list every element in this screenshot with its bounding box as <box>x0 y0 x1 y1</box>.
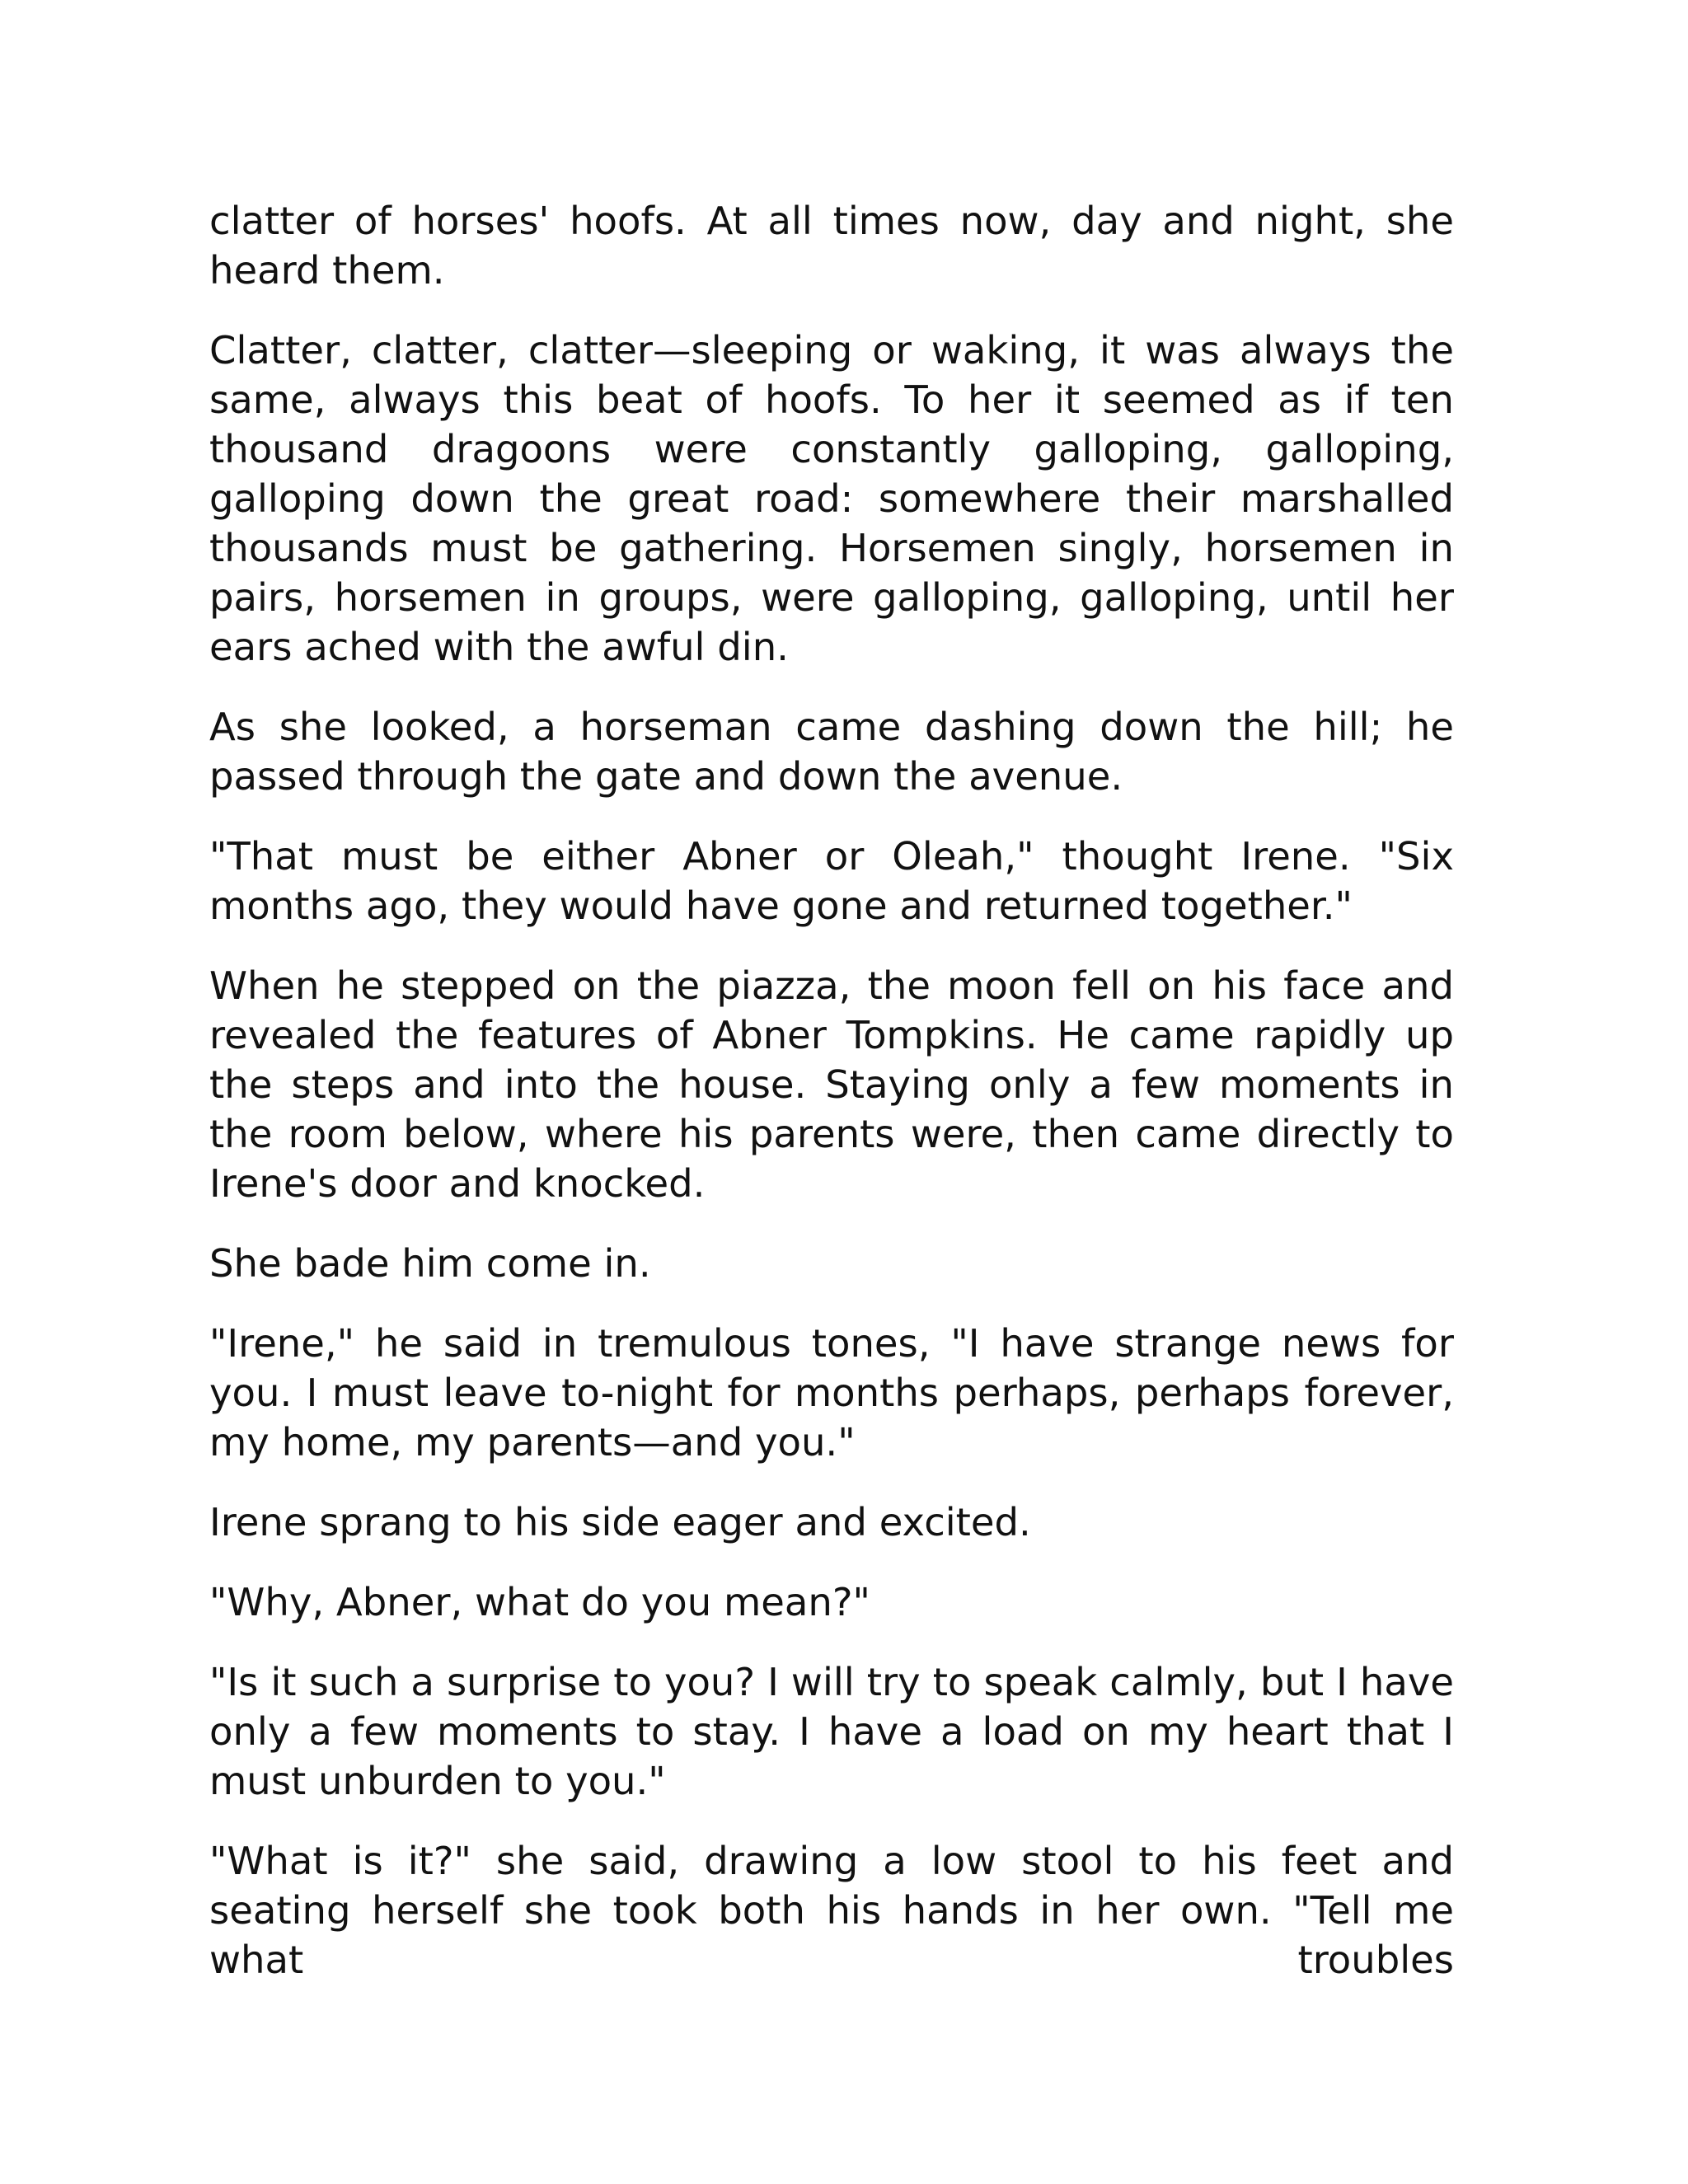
paragraph-3: As she looked, a horseman came dashing down the hill; he passed through the gate and down the avenue. <box>209 705 1454 799</box>
paragraph-8: Irene sprang to his side eager and excited. <box>209 1500 1031 1544</box>
document-page <box>209 196 1454 2015</box>
paragraph-2: Clatter, clatter, clatter—sleeping or waking, it was always the same, always this beat of hoofs. To her it seemed as if ten thousand dragoons were constantly galloping, galloping, galloping down the great road: somewhere their marshalled thousands must be gathering. Horsemen singly, horsemen in pairs, horsemen in groups, were galloping, galloping, until her ears ached with the awful din. <box>209 328 1454 669</box>
paragraph-9: "Why, Abner, what do you mean?" <box>209 1580 870 1624</box>
paragraph-5: When he stepped on the piazza, the moon fell on his face and revealed the features of Abner Tompkins. He came rapidly up the steps and into the house. Staying only a few moments in the room below, where his parents were, then came directly to Irene's door and knocked. <box>209 963 1454 1206</box>
paragraph-4: "That must be either Abner or Oleah," thought Irene. "Six months ago, they would have gone and returned together." <box>209 834 1454 928</box>
paragraph-6: She bade him come in. <box>209 1241 651 1286</box>
paragraph-10: "Is it such a surprise to you? I will try to speak calmly, but I have only a few moments to stay. I have a load on my heart that I must unburden to you." <box>209 1660 1454 1803</box>
paragraph-1: clatter of horses' hoofs. At all times now, day and night, she heard them. <box>209 199 1454 293</box>
paragraph-7: "Irene," he said in tremulous tones, "I have strange news for you. I must leave to-night for months perhaps, perhaps forever, my home, my parents—and you." <box>209 1321 1454 1465</box>
paragraph-11: "What is it?" she said, drawing a low stool to his feet and seating herself she took both his hands in her own. "Tell me what troubles <box>209 1839 1454 1982</box>
